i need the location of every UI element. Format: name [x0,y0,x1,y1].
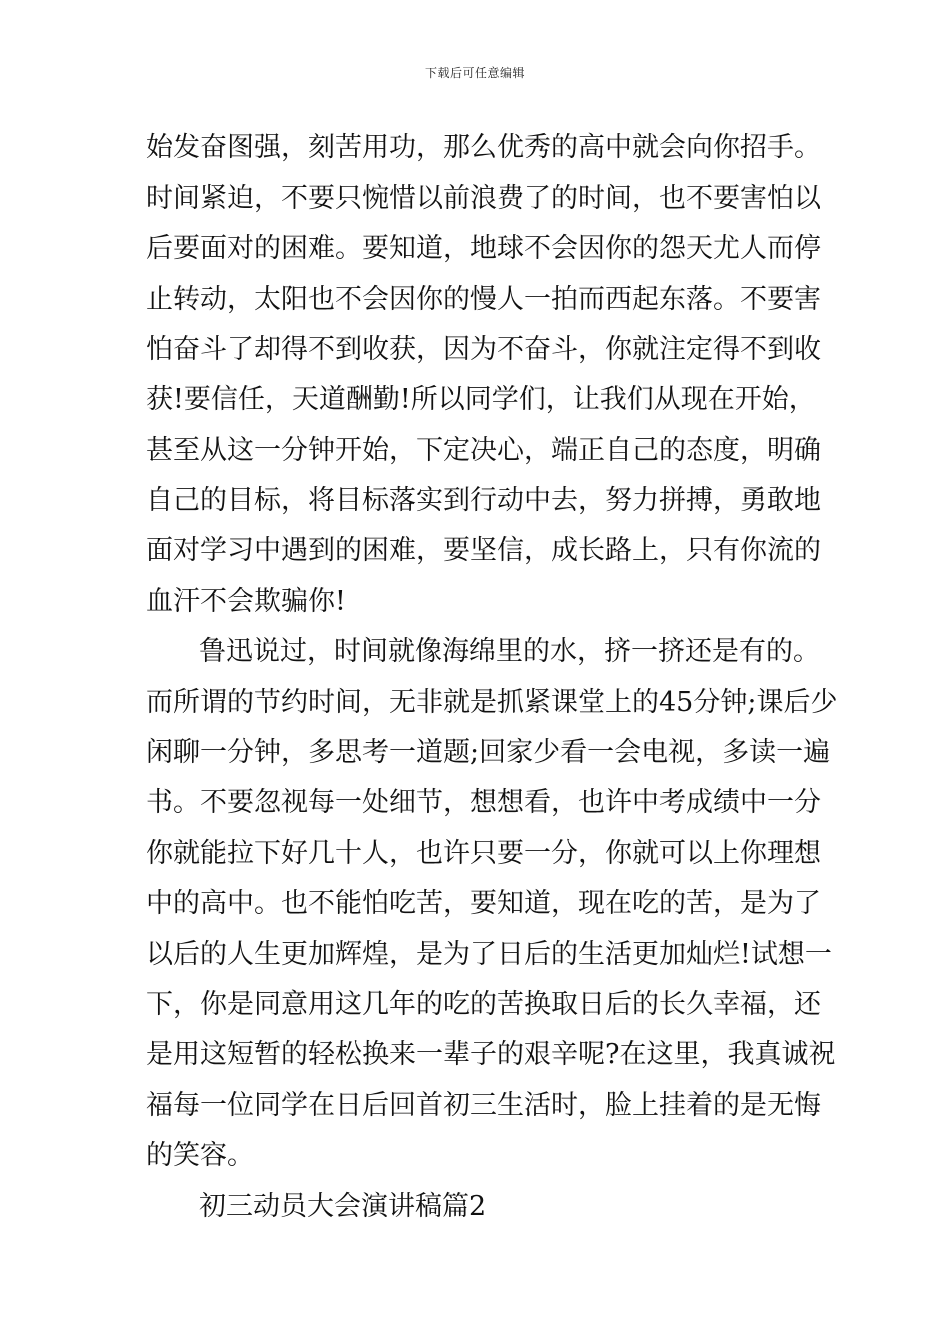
text-line: 面对学习中遇到的困难，要坚信，成长路上，只有你流的 [146,535,821,566]
text-line: 下，你是同意用这几年的吃的苦换取日后的长久幸福，还 [146,989,821,1020]
text-line: 止转动，太阳也不会因你的慢人一拍而西起东落。不要害 [146,284,821,315]
text-line: 以后的人生更加辉煌，是为了日后的生活更加灿烂!试想一 [146,939,832,970]
text-line: 闲聊一分钟，多思考一道题;回家少看一会电视，多读一遍 [146,737,831,768]
text-line: 鲁迅说过，时间就像海绵里的水，挤一挤还是有的。 [199,636,820,667]
text-line: 自己的目标，将目标落实到行动中去，努力拼搏，勇敢地 [146,485,821,516]
section-title: 初三动员大会演讲稿篇2 [199,1191,487,1222]
text-line: 获!要信任，天道酬勤!所以同学们，让我们从现在开始， [146,384,816,415]
text-line: 后要面对的困难。要知道，地球不会因你的怨天尤人而停 [146,233,821,264]
text-line: 是用这短暂的轻松换来一辈子的艰辛呢?在这里，我真诚祝 [146,1039,836,1070]
text-line: 的笑容。 [146,1140,254,1171]
text-line: 时间紧迫，不要只惋惜以前浪费了的时间，也不要害怕以 [146,183,821,214]
text-line: 而所谓的节约时间，无非就是抓紧课堂上的45分钟;课后少 [146,687,838,718]
text-line: 始发奋图强，刻苦用功，那么优秀的高中就会向你招手。 [146,132,821,163]
text-line: 书。不要忽视每一处细节，想想看，也许中考成绩中一分 [146,787,821,818]
page-header: 下载后可任意编辑 [424,66,525,80]
text-line: 中的高中。也不能怕吃苦，要知道，现在吃的苦，是为了 [146,888,821,919]
text-line: 血汗不会欺骗你! [146,586,346,617]
text-line: 福每一位同学在日后回首初三生活时，脸上挂着的是无悔 [146,1090,821,1121]
text-line: 你就能拉下好几十人，也许只要一分，你就可以上你理想 [146,838,821,869]
text-line: 甚至从这一分钟开始，下定决心，端正自己的态度，明确 [146,435,821,466]
text-line: 怕奋斗了却得不到收获，因为不奋斗，你就注定得不到收 [146,334,821,365]
